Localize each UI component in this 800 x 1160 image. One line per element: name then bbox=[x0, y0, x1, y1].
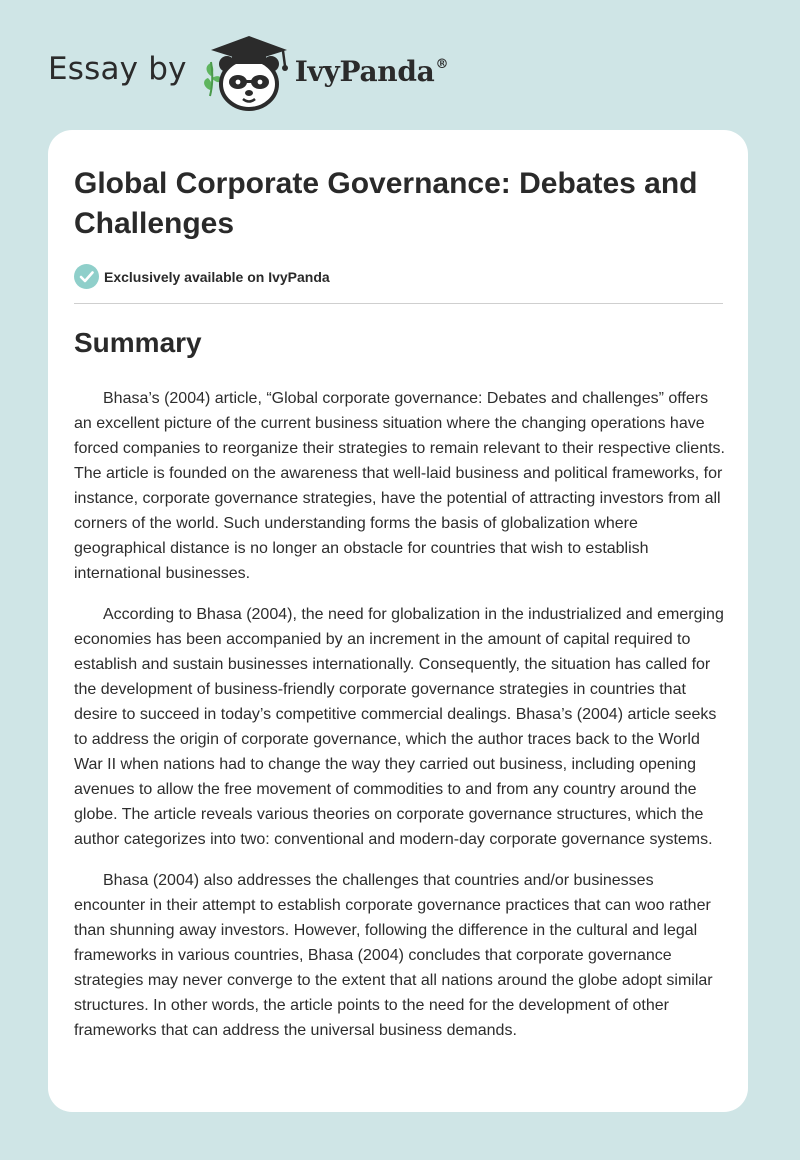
panda-graduate-logo-icon[interactable] bbox=[201, 32, 293, 112]
registered-mark: ® bbox=[435, 56, 449, 72]
exclusive-badge-text: Exclusively available on IvyPanda bbox=[104, 268, 330, 285]
divider bbox=[74, 303, 723, 304]
paragraph: According to Bhasa (2004), the need for globalization in the industrialized and emerging economies has been accompanied by an increment in the amount of capital required to establish and sustain businesses internationally. Consequently, the situation has called for the development of business-friendly corporate governance strategies in countries that desire to succeed in today’s competitive commercial dealings. Bhasa’s (2004) article seeks to address the origin of corporate governance, which the author traces back to the World War II when nations had to change the way they carried out business, including opening avenues to allow the free movement of commodities to and from any country around the globe. The article reveals various theories on corporate governance structures, which the author categorizes into two: conventional and modern-day corporate governance systems. bbox=[74, 606, 724, 848]
brand-text: IvyPanda bbox=[294, 54, 435, 88]
essay-by-label: Essay by bbox=[48, 51, 187, 87]
page-title: Global Corporate Governance: Debates and Challenges bbox=[74, 167, 698, 240]
section-title: Summary bbox=[74, 327, 202, 358]
exclusive-badge bbox=[74, 264, 330, 289]
paragraph: Bhasa (2004) also addresses the challenges that countries and/or businesses encounter in their attempt to establish corporate governance practices that can woo rather than shunning away investors. However, following the difference in the cultural and legal frameworks in various countries, Bhasa (2004) concludes that corporate governance strategies may never converge to the extent that all nations around the globe adopt similar structures. In other words, the article points to the need for the development of other frameworks that can address the universal business demands. bbox=[74, 872, 713, 1039]
essay-card bbox=[48, 130, 748, 1112]
check-circle-icon bbox=[74, 264, 99, 289]
paragraph: Bhasa’s (2004) article, “Global corporate governance: Debates and challenges” offers an excellent picture of the current business situation where the changing operations have forced companies to reorganize their strategies to remain relevant to their respective clients. The article is founded on the awareness that well-laid business and political frameworks, for instance, corporate governance strategies, have the potential of attracting investors from all corners of the world. Such understanding forms the basis of globalization where geographical distance is no longer an obstacle for countries that wish to establish international businesses. bbox=[74, 390, 725, 582]
essay-body bbox=[74, 386, 726, 1059]
site-header bbox=[48, 32, 448, 112]
brand-name[interactable] bbox=[295, 55, 448, 88]
